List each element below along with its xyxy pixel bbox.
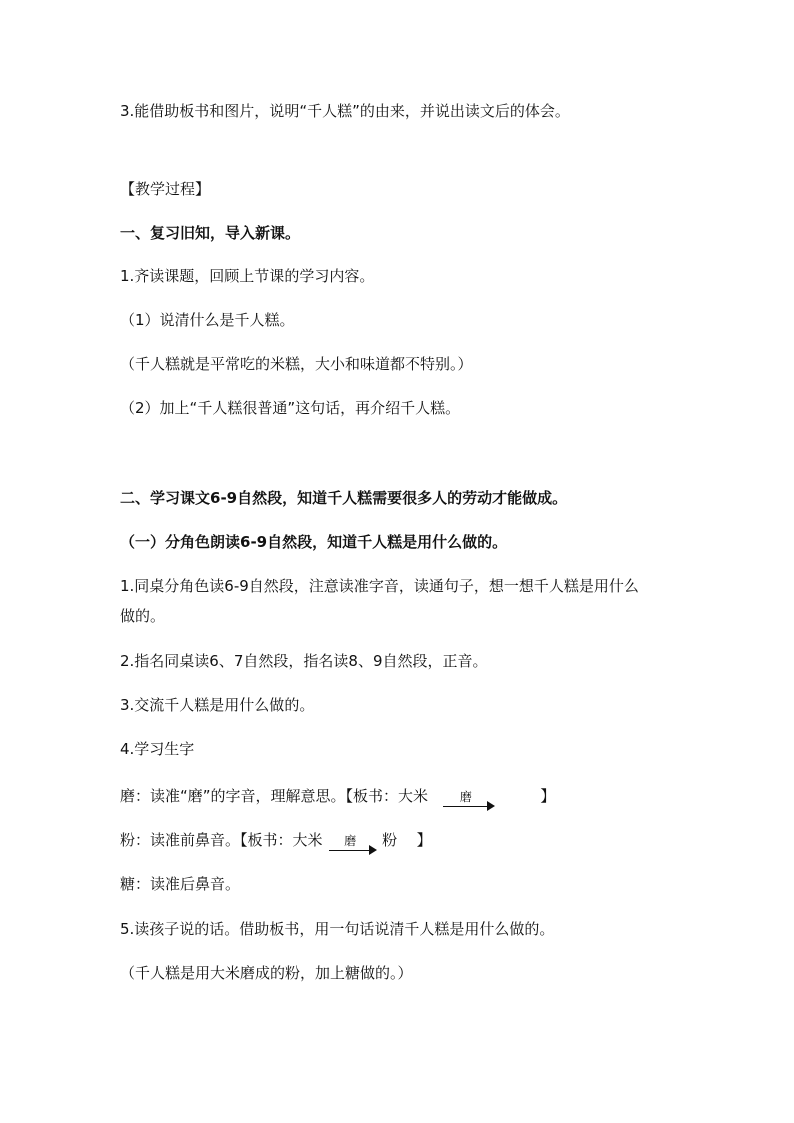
character-tang: 糖：读准后鼻音。 <box>120 875 241 893</box>
board-note-fen-suffix: 】 <box>416 831 432 849</box>
heading-part-2-sub-1: （一）分角色朗读6-9自然段，知道千人糕是用什么做的。 <box>120 533 508 551</box>
part-2-step-1-line-1: 1.同桌分角色读6-9自然段，注意读准字音，读通句子，想一想千人糕是用什么 <box>120 577 639 595</box>
arrow-mo <box>443 787 489 807</box>
board-note-mo-suffix: 】 <box>540 787 556 805</box>
part-2-step-3: 3.交流千人糕是用什么做的。 <box>120 696 315 714</box>
board-note-fen-result: 粉 <box>382 831 398 849</box>
part-2-step-2: 2.指名同桌读6、7自然段，指名读8、9自然段，正音。 <box>120 652 488 670</box>
board-note-fen-prefix: 粉：读准前鼻音。【板书：大米 <box>120 831 323 849</box>
part-2-step-4: 4.学习生字 <box>120 740 195 758</box>
part-2-step-5: 5.读孩子说的话。借助板书，用一句话说清千人糕是用什么做的。 <box>120 920 555 938</box>
step-1-sub-2: （2）加上“千人糕很普通”这句话，再介绍千人糕。 <box>120 399 461 417</box>
section-heading-teaching-process: 【教学过程】 <box>120 180 211 198</box>
board-note-fen <box>120 829 432 851</box>
heading-part-2: 二、学习课文6-9自然段，知道千人糕需要很多人的劳动才能做成。 <box>120 489 568 507</box>
arrow-mo-2-label: 磨 <box>344 834 357 848</box>
step-1-sub-1-answer: （千人糕就是平常吃的米糕，大小和味道都不特别。） <box>120 355 473 373</box>
arrow-mo-2 <box>329 831 371 851</box>
step-1: 1.齐读课题，回顾上节课的学习内容。 <box>120 267 375 285</box>
part-2-step-1-line-2: 做的。 <box>120 607 166 625</box>
arrow-right-icon <box>369 845 377 855</box>
board-note-mo <box>120 785 555 807</box>
step-1-sub-1: （1）说清什么是千人糕。 <box>120 311 295 329</box>
arrow-right-icon <box>487 801 495 811</box>
arrow-mo-label: 磨 <box>459 790 472 804</box>
objective-3: 3.能借助板书和图片，说明“千人糕”的由来，并说出读文后的体会。 <box>120 102 570 120</box>
board-note-mo-prefix: 磨：读准“磨”的字音，理解意思。【板书：大米 <box>120 787 429 805</box>
heading-part-1: 一、复习旧知，导入新课。 <box>120 224 301 242</box>
part-2-step-5-answer: （千人糕是用大米磨成的粉，加上糖做的。） <box>120 964 413 982</box>
